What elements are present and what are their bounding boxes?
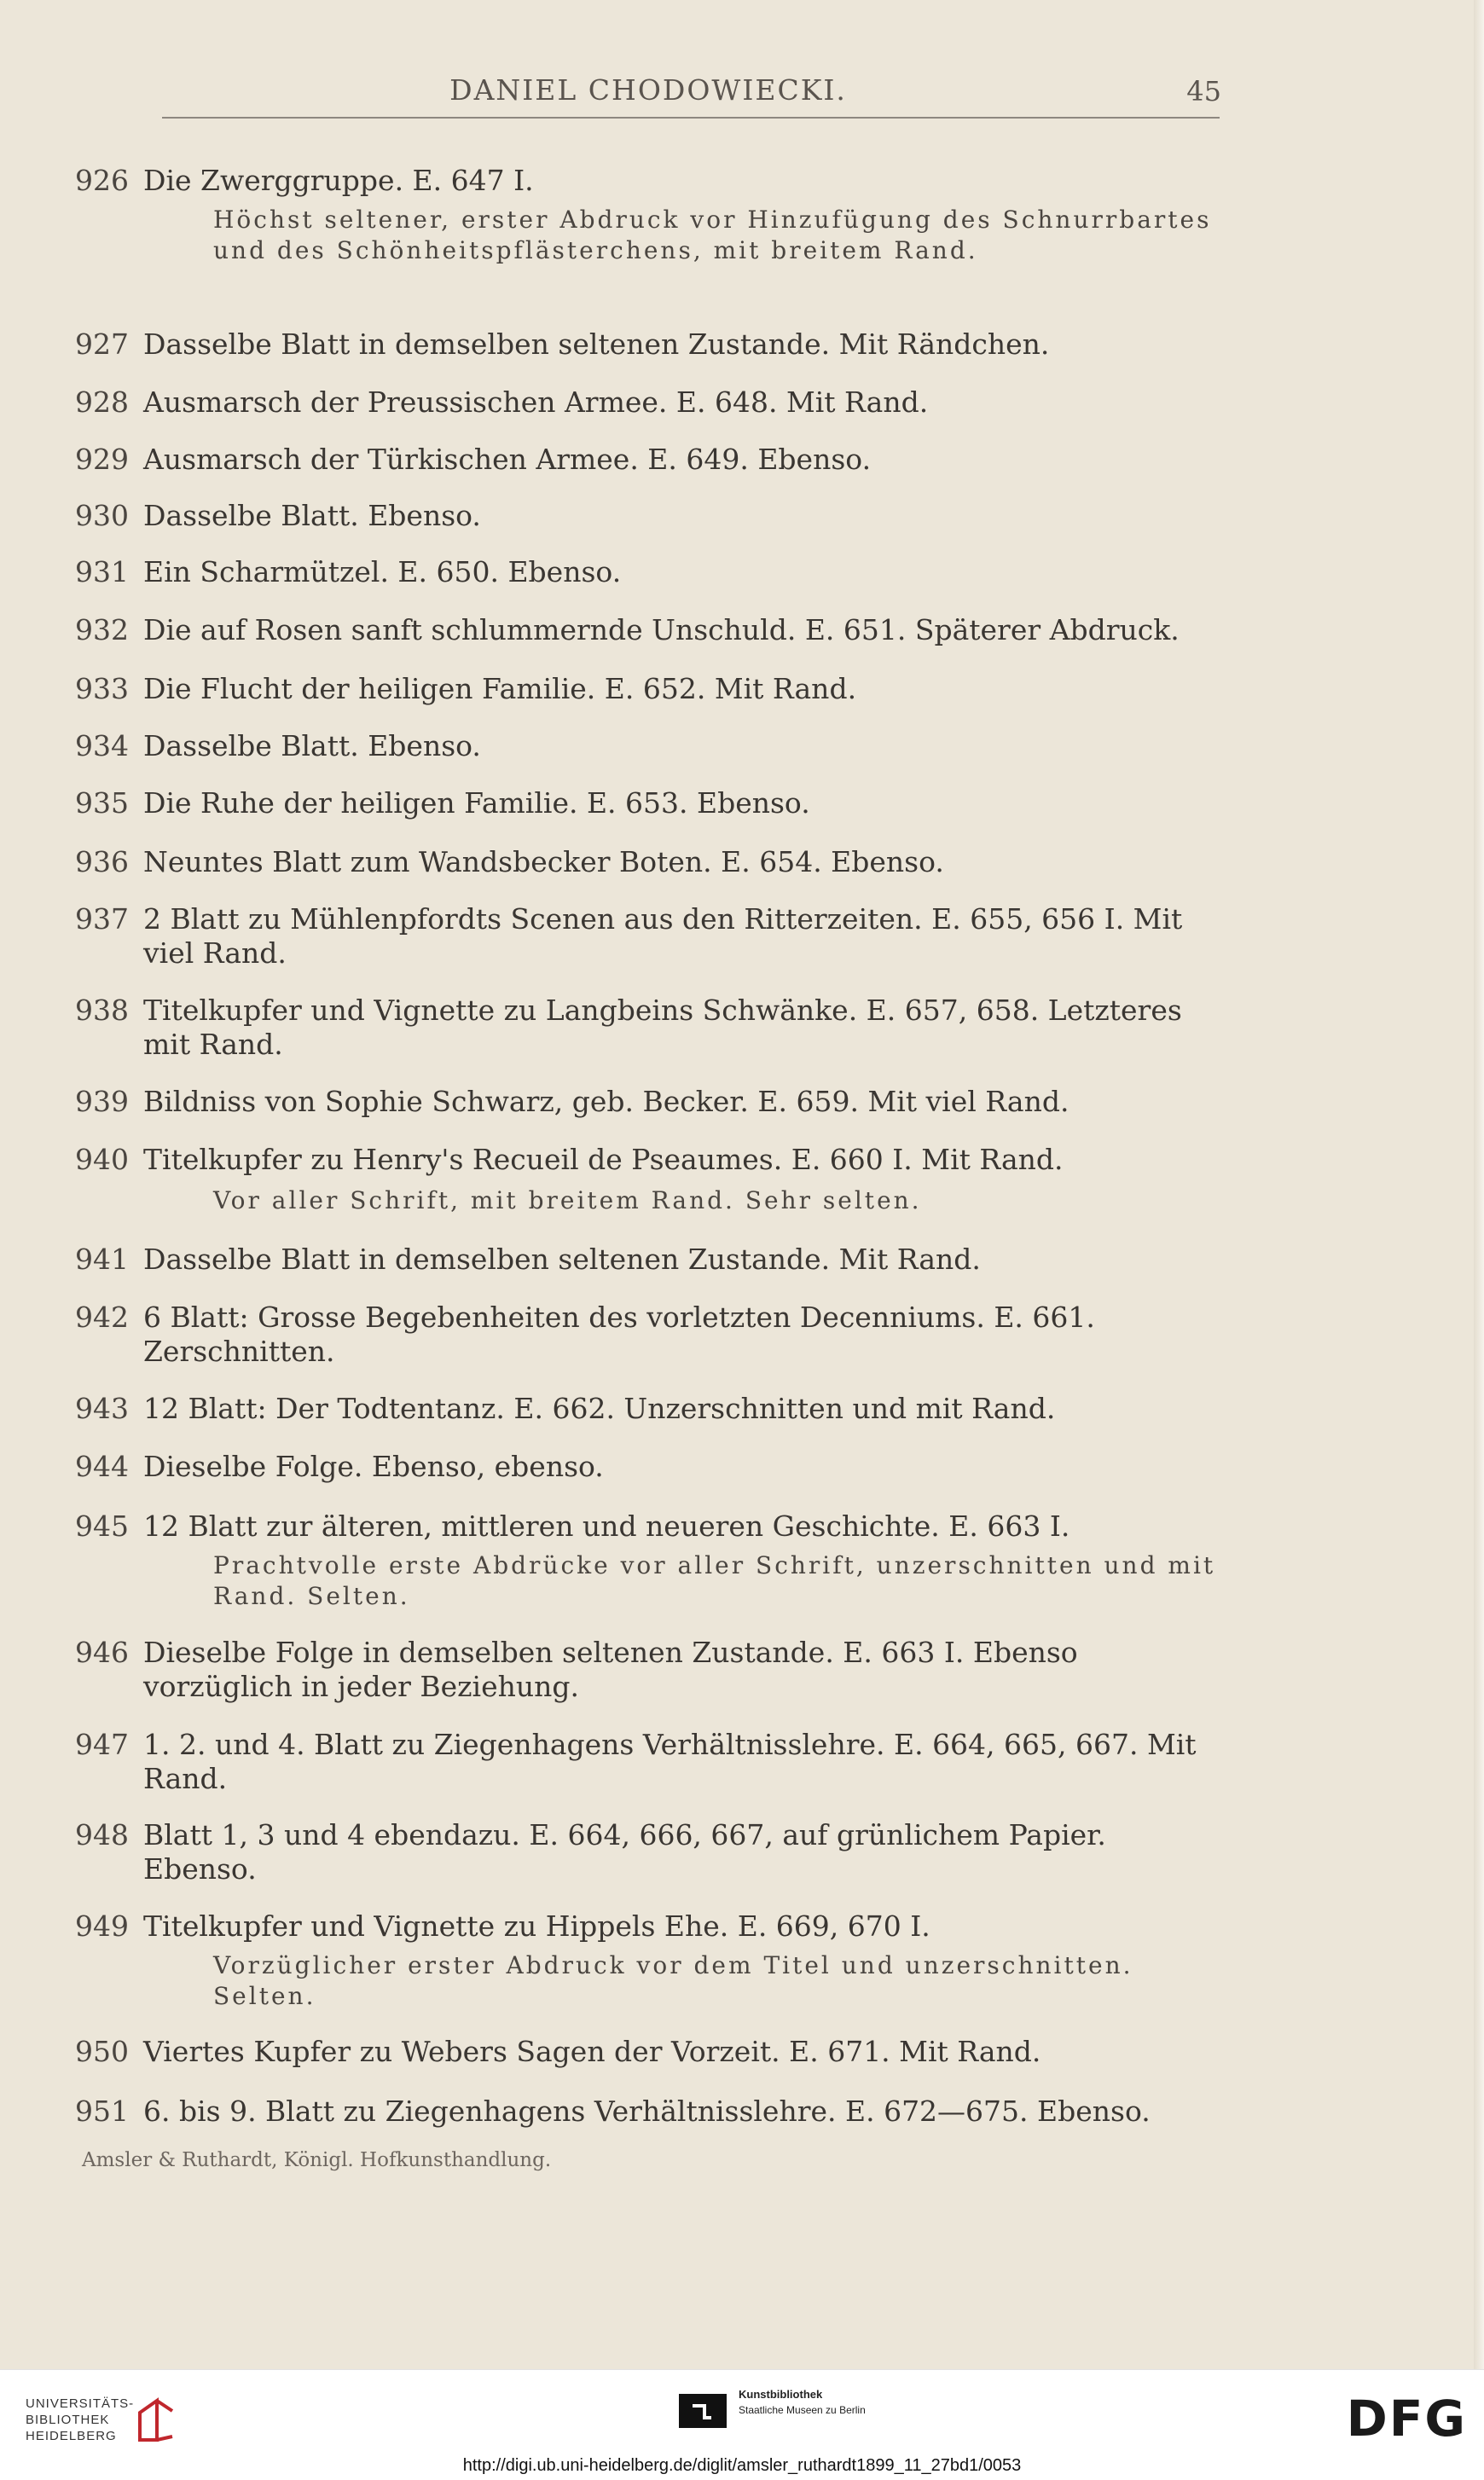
entry-number: 942 [75, 1301, 129, 1334]
entry-text: Titelkupfer und Vignette zu Langbeins Schwänke. E. 657, 658. Letzteres mit Rand. [143, 994, 1182, 1061]
running-header-title: DANIEL CHODOWIECKI. [449, 73, 847, 107]
entry-text: Ausmarsch der Preussischen Armee. E. 648. Mit Rand. [143, 385, 929, 419]
entry-text: Dasselbe Blatt. Ebenso. [143, 729, 481, 762]
entry-number: 950 [75, 2035, 129, 2068]
entry-number: 941 [75, 1243, 129, 1276]
entry-text: 12 Blatt: Der Todtentanz. E. 662. Unzerschnitten und mit Rand. [143, 1392, 1056, 1425]
entry-number: 937 [75, 902, 129, 936]
entry-number: 947 [75, 1728, 129, 1761]
entry-number: 939 [75, 1085, 129, 1118]
entry-text: Die Flucht der heiligen Familie. E. 652. Mit Rand. [143, 672, 857, 705]
page-number: 45 [1186, 75, 1221, 107]
entry-text: Bildniss von Sophie Schwarz, geb. Becker. E. 659. Mit viel Rand. [143, 1085, 1070, 1118]
entry-text: 6. bis 9. Blatt zu Ziegenhagens Verhältnisslehre. E. 672—675. Ebenso. [143, 2095, 1151, 2128]
entry-text: Dasselbe Blatt in demselben seltenen Zustande. Mit Rändchen. [143, 327, 1050, 361]
entry-note: Vor aller Schrift, mit breitem Rand. Sehr selten. [213, 1186, 922, 1214]
entry-note: Höchst seltener, erster Abdruck vor Hinzufügung des Schnurrbartes und des Schönheitspflästerchens, mit breitem Rand. [213, 206, 1212, 264]
entry-number: 929 [75, 443, 129, 476]
entry-number: 935 [75, 786, 129, 820]
entry-text: Dieselbe Folge. Ebenso, ebenso. [143, 1450, 604, 1483]
university-line-3: HEIDELBERG [26, 2429, 117, 2443]
university-logo-icon [135, 2394, 177, 2445]
entry-number: 951 [75, 2095, 129, 2128]
entry-text: Neuntes Blatt zum Wandsbecker Boten. E. 654. Ebenso. [143, 845, 944, 878]
entry-text: 12 Blatt zur älteren, mittleren und neueren Geschichte. E. 663 I. [143, 1509, 1070, 1543]
entry-text: Titelkupfer und Vignette zu Hippels Ehe. E. 669, 670 I. [143, 1909, 930, 1943]
entry-number: 944 [75, 1450, 129, 1483]
entry-text: Viertes Kupfer zu Webers Sagen der Vorzeit. E. 671. Mit Rand. [143, 2035, 1041, 2068]
page-edge [1474, 0, 1484, 2369]
entry-text: Die Ruhe der heiligen Familie. E. 653. Ebenso. [143, 786, 810, 820]
entry-text: 2 Blatt zu Mühlenpfordts Scenen aus den Ritterzeiten. E. 655, 656 I. Mit viel Rand. [143, 902, 1183, 970]
entry-number: 930 [75, 499, 129, 532]
entry-number: 948 [75, 1818, 129, 1851]
entry-note: Prachtvolle erste Abdrücke vor aller Schrift, unzerschnitten und mit Rand. Selten. [213, 1551, 1216, 1610]
publisher-footer: Amsler & Ruthardt, Königl. Hofkunsthandlung. [82, 2149, 552, 2171]
entry-text: Titelkupfer zu Henry's Recueil de Pseaumes. E. 660 I. Mit Rand. [143, 1143, 1064, 1176]
entry-text: Dieselbe Folge in demselben seltenen Zustande. E. 663 I. Ebenso vorzüglich in jeder Beziehung. [143, 1636, 1078, 1703]
entry-text: Blatt 1, 3 und 4 ebendazu. E. 664, 666, 667, auf grünlichem Papier. Ebenso. [143, 1818, 1106, 1886]
entry-text: Die Zwerggruppe. E. 647 I. [143, 164, 534, 197]
entry-number: 949 [75, 1909, 129, 1943]
kb-title: Kunstbibliothek [739, 2388, 823, 2401]
university-line-1: UNIVERSITÄTS- [26, 2396, 135, 2411]
source-url[interactable]: http://digi.ub.uni-heidelberg.de/diglit/amsler_ruthardt1899_11_27bd1/0053 [462, 2456, 1022, 2475]
entry-number: 946 [75, 1636, 129, 1669]
university-line-2: BIBLIOTHEK [26, 2413, 110, 2427]
entry-number: 933 [75, 672, 129, 705]
entry-number: 943 [75, 1392, 129, 1425]
entry-number: 927 [75, 327, 129, 361]
dfg-logo: DFG [1346, 2390, 1467, 2448]
entry-number: 932 [75, 613, 129, 646]
university-library-name [26, 2396, 134, 2444]
entry-number: 936 [75, 845, 129, 878]
entry-text: 6 Blatt: Grosse Begebenheiten des vorletzten Decenniums. E. 661. Zerschnitten. [143, 1301, 1095, 1368]
entry-text: Dasselbe Blatt in demselben seltenen Zustande. Mit Rand. [143, 1243, 981, 1276]
kb-subtitle: Staatliche Museen zu Berlin [739, 2404, 866, 2416]
entry-note: Vorzüglicher erster Abdruck vor dem Titel und unzerschnitten. Selten. [213, 1951, 1133, 2010]
kunstbibliothek-label [739, 2387, 866, 2418]
entry-number: 938 [75, 994, 129, 1027]
entry-text: Ein Scharmützel. E. 650. Ebenso. [143, 555, 622, 588]
entry-text: 1. 2. und 4. Blatt zu Ziegenhagens Verhältnisslehre. E. 664, 665, 667. Mit Rand. [143, 1728, 1197, 1795]
entry-number: 940 [75, 1143, 129, 1176]
entry-number: 945 [75, 1509, 129, 1543]
entry-number: 928 [75, 385, 129, 419]
entry-text: Die auf Rosen sanft schlummernde Unschuld. E. 651. Späterer Abdruck. [143, 613, 1180, 646]
entry-number: 926 [75, 164, 129, 197]
header-rule [162, 117, 1220, 119]
entry-number: 934 [75, 729, 129, 762]
entry-number: 931 [75, 555, 129, 588]
kunstbibliothek-logo-icon [679, 2389, 727, 2433]
entry-text: Ausmarsch der Türkischen Armee. E. 649. Ebenso. [143, 443, 872, 476]
entry-text: Dasselbe Blatt. Ebenso. [143, 499, 481, 532]
